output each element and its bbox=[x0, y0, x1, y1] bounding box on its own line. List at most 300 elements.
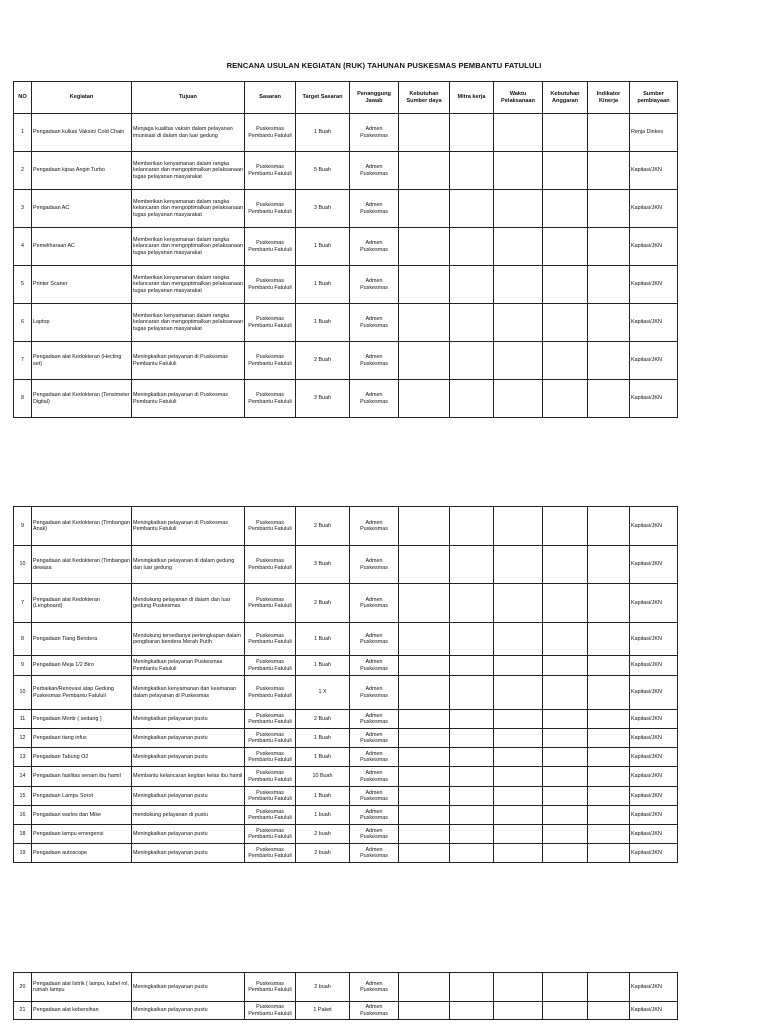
row-indikator-kinerja bbox=[588, 190, 630, 228]
row-kebutuhan-sumber-daya bbox=[399, 190, 450, 228]
row-penanggung-jawab: Admen Puskesmas bbox=[350, 710, 399, 729]
col-header-tujuan: Tujuan bbox=[132, 82, 245, 114]
table-row bbox=[14, 584, 678, 623]
table-header-row bbox=[14, 82, 678, 114]
row-penanggung-jawab: Admen Puskesmas bbox=[350, 190, 399, 228]
row-target: 1 buah bbox=[296, 806, 350, 825]
row-kebutuhan-anggaran bbox=[543, 546, 588, 584]
col-header-penanggung-jawab: Penanggung Jawab bbox=[350, 82, 399, 114]
row-tujuan: Meningkatkan pelayanan di dalam gedung dan luar gedung bbox=[132, 546, 245, 584]
row-penanggung-jawab: Admen Puskesmas bbox=[350, 546, 399, 584]
row-sasaran: Puskesmas Pembantu Fatululi bbox=[245, 656, 296, 676]
row-indikator-kinerja bbox=[588, 973, 630, 1002]
table-row bbox=[14, 507, 678, 546]
row-target: 2 Buah bbox=[296, 710, 350, 729]
row-penanggung-jawab: Admen Puskesmas bbox=[350, 656, 399, 676]
row-sasaran: Puskesmas Pembantu Fatululi bbox=[245, 787, 296, 806]
row-waktu-pelaksanaan bbox=[494, 623, 543, 656]
row-sumber-pembiayaan: Kapitasi/JKN bbox=[630, 1002, 678, 1020]
row-number: 8 bbox=[14, 380, 32, 418]
row-kebutuhan-anggaran bbox=[543, 380, 588, 418]
row-indikator-kinerja bbox=[588, 844, 630, 863]
row-kegiatan: Pengadaan alat kebersihan bbox=[32, 1002, 132, 1020]
row-sasaran: Puskesmas Pembantu Fatululi bbox=[245, 825, 296, 844]
table-row bbox=[14, 748, 678, 767]
row-waktu-pelaksanaan bbox=[494, 767, 543, 787]
row-number: 7 bbox=[14, 342, 32, 380]
row-number: 21 bbox=[14, 1002, 32, 1020]
col-header-target-sasaran: Target Sasaran bbox=[296, 82, 350, 114]
row-waktu-pelaksanaan bbox=[494, 787, 543, 806]
row-kegiatan: Pengadaan kulkas Vaksin/ Cold Chain bbox=[32, 114, 132, 152]
row-sumber-pembiayaan: Kapitasi/JKN bbox=[630, 380, 678, 418]
row-number: 9 bbox=[14, 656, 32, 676]
row-waktu-pelaksanaan bbox=[494, 676, 543, 710]
row-mitra-kerja bbox=[450, 342, 494, 380]
col-header-waktu-pelaksanaan: Waktu Pelaksanaan bbox=[494, 82, 543, 114]
row-kegiatan: Pengadaan alat Kedokteran (Timbangan Anak) bbox=[32, 507, 132, 546]
row-mitra-kerja bbox=[450, 844, 494, 863]
row-target: 1 Buah bbox=[296, 228, 350, 266]
row-waktu-pelaksanaan bbox=[494, 546, 543, 584]
row-sumber-pembiayaan: Kapitasi/JKN bbox=[630, 806, 678, 825]
row-sasaran: Puskesmas Pembantu Fatululi bbox=[245, 507, 296, 546]
row-sasaran: Puskesmas Pembantu Fatululi bbox=[245, 623, 296, 656]
row-tujuan: Mendukung pelayanan di dalam dan luar gedung Puskesmas bbox=[132, 584, 245, 623]
row-waktu-pelaksanaan bbox=[494, 114, 543, 152]
row-waktu-pelaksanaan bbox=[494, 729, 543, 748]
row-tujuan: Meningkatkan pelayanan di Puskesmas Pembantu Fatululi bbox=[132, 507, 245, 546]
row-tujuan: Memberikan kenyamanan dalam rangka kelancaran dan mengoptimalkan pelaksanaan tugas pelayanan masyarakat bbox=[132, 152, 245, 190]
row-waktu-pelaksanaan bbox=[494, 507, 543, 546]
col-header-no: NO bbox=[14, 82, 32, 114]
table-row bbox=[14, 114, 678, 152]
row-target: 1 Buah bbox=[296, 656, 350, 676]
row-number: 1 bbox=[14, 114, 32, 152]
row-kebutuhan-anggaran bbox=[543, 304, 588, 342]
table-row bbox=[14, 266, 678, 304]
row-penanggung-jawab: Admen Puskesmas bbox=[350, 844, 399, 863]
row-penanggung-jawab: Admen Puskesmas bbox=[350, 806, 399, 825]
row-kegiatan: Pengadaan alat Kedokteran (Hecting set) bbox=[32, 342, 132, 380]
row-tujuan: Mendukung tersedianya perlengkapan dalam pengibaran bendera Merah Putih bbox=[132, 623, 245, 656]
row-kebutuhan-anggaran bbox=[543, 1002, 588, 1020]
row-kegiatan: Pengadaan Meja 1/2 Biro bbox=[32, 656, 132, 676]
table-row bbox=[14, 380, 678, 418]
row-penanggung-jawab: Admen Puskesmas bbox=[350, 342, 399, 380]
row-target: 5 Buah bbox=[296, 152, 350, 190]
row-kebutuhan-sumber-daya bbox=[399, 228, 450, 266]
row-target: 1 Buah bbox=[296, 623, 350, 656]
row-target: 2 Buah bbox=[296, 584, 350, 623]
row-mitra-kerja bbox=[450, 380, 494, 418]
row-indikator-kinerja bbox=[588, 806, 630, 825]
row-sumber-pembiayaan: Kapitasi/JKN bbox=[630, 152, 678, 190]
row-kegiatan: Pengadaan Tiang Bendera bbox=[32, 623, 132, 656]
row-sumber-pembiayaan: Kapitasi/JKN bbox=[630, 710, 678, 729]
table-row bbox=[14, 767, 678, 787]
row-sumber-pembiayaan: Kapitasi/JKN bbox=[630, 228, 678, 266]
row-kebutuhan-sumber-daya bbox=[399, 304, 450, 342]
row-penanggung-jawab: Admen Puskesmas bbox=[350, 729, 399, 748]
row-target: 1 Buah bbox=[296, 787, 350, 806]
row-sumber-pembiayaan: Kapitasi/JKN bbox=[630, 825, 678, 844]
row-kebutuhan-anggaran bbox=[543, 729, 588, 748]
row-mitra-kerja bbox=[450, 767, 494, 787]
row-sasaran: Puskesmas Pembantu Fatululi bbox=[245, 152, 296, 190]
row-kegiatan: Pengadaan alat Kedokteran (Lengboard) bbox=[32, 584, 132, 623]
table-row bbox=[14, 1002, 678, 1020]
row-kegiatan: Pemeliharaan AC bbox=[32, 228, 132, 266]
row-number: 2 bbox=[14, 152, 32, 190]
row-indikator-kinerja bbox=[588, 676, 630, 710]
row-kebutuhan-anggaran bbox=[543, 806, 588, 825]
row-sasaran: Puskesmas Pembantu Fatululi bbox=[245, 114, 296, 152]
row-mitra-kerja bbox=[450, 266, 494, 304]
table-row bbox=[14, 710, 678, 729]
row-mitra-kerja bbox=[450, 584, 494, 623]
row-sumber-pembiayaan: Kapitasi/JKN bbox=[630, 844, 678, 863]
table-row bbox=[14, 190, 678, 228]
row-kebutuhan-anggaran bbox=[543, 676, 588, 710]
table-row bbox=[14, 973, 678, 1002]
row-kebutuhan-anggaran bbox=[543, 973, 588, 1002]
row-indikator-kinerja bbox=[588, 1002, 630, 1020]
row-kegiatan: Pengadaan kipas Angin Turbo bbox=[32, 152, 132, 190]
row-tujuan: Meningkatkan pelayanan di Puskesmas Pembantu Fatululi bbox=[132, 380, 245, 418]
row-sumber-pembiayaan: Kapitasi/JKN bbox=[630, 266, 678, 304]
row-waktu-pelaksanaan bbox=[494, 380, 543, 418]
row-kegiatan: Pengadaan tiang infus bbox=[32, 729, 132, 748]
row-indikator-kinerja bbox=[588, 114, 630, 152]
row-sumber-pembiayaan: Renja Dinkes bbox=[630, 114, 678, 152]
row-number: 12 bbox=[14, 729, 32, 748]
row-kebutuhan-sumber-daya bbox=[399, 973, 450, 1002]
row-sasaran: Puskesmas Pembantu Fatululi bbox=[245, 380, 296, 418]
row-sasaran: Puskesmas Pembantu Fatululi bbox=[245, 266, 296, 304]
row-waktu-pelaksanaan bbox=[494, 973, 543, 1002]
col-header-sumber-pembiayaan: Sumber pembiayaan bbox=[630, 82, 678, 114]
row-indikator-kinerja bbox=[588, 546, 630, 584]
row-sasaran: Puskesmas Pembantu Fatululi bbox=[245, 190, 296, 228]
row-kegiatan: Pengadaan AC bbox=[32, 190, 132, 228]
row-kebutuhan-sumber-daya bbox=[399, 623, 450, 656]
row-kebutuhan-sumber-daya bbox=[399, 710, 450, 729]
row-sasaran: Puskesmas Pembantu Fatululi bbox=[245, 676, 296, 710]
row-indikator-kinerja bbox=[588, 825, 630, 844]
row-sumber-pembiayaan: Kapitasi/JKN bbox=[630, 507, 678, 546]
row-kebutuhan-sumber-daya bbox=[399, 844, 450, 863]
ruk-table-part-3 bbox=[13, 972, 678, 1020]
row-sumber-pembiayaan: Kapitasi/JKN bbox=[630, 623, 678, 656]
col-header-indikator-kinerja: Indikator Kinerja bbox=[588, 82, 630, 114]
row-penanggung-jawab: Admen Puskesmas bbox=[350, 507, 399, 546]
row-number: 4 bbox=[14, 228, 32, 266]
col-header-kegiatan: Kegiatan bbox=[32, 82, 132, 114]
ruk-table-part-2 bbox=[13, 506, 678, 863]
row-tujuan: Meningkatkan pelayanan pustu bbox=[132, 729, 245, 748]
row-sumber-pembiayaan: Kapitasi/JKN bbox=[630, 656, 678, 676]
row-target: 1 Buah bbox=[296, 266, 350, 304]
row-kegiatan: Printer Scaner bbox=[32, 266, 132, 304]
table-row bbox=[14, 623, 678, 656]
row-mitra-kerja bbox=[450, 114, 494, 152]
table-row bbox=[14, 546, 678, 584]
row-number: 10 bbox=[14, 676, 32, 710]
row-sumber-pembiayaan: Kapitasi/JKN bbox=[630, 676, 678, 710]
row-sasaran: Puskesmas Pembantu Fatululi bbox=[245, 973, 296, 1002]
row-tujuan: Menjaga kualitas vaksin dalam pelayanan imunisasi di dalam dan luar gedung bbox=[132, 114, 245, 152]
table-row bbox=[14, 729, 678, 748]
row-mitra-kerja bbox=[450, 973, 494, 1002]
row-kebutuhan-anggaran bbox=[543, 656, 588, 676]
table-row bbox=[14, 806, 678, 825]
row-penanggung-jawab: Admen Puskesmas bbox=[350, 767, 399, 787]
row-target: 3 Buah bbox=[296, 380, 350, 418]
row-sumber-pembiayaan: Kapitasi/JKN bbox=[630, 767, 678, 787]
row-kebutuhan-anggaran bbox=[543, 748, 588, 767]
row-kebutuhan-sumber-daya bbox=[399, 729, 450, 748]
row-waktu-pelaksanaan bbox=[494, 228, 543, 266]
row-indikator-kinerja bbox=[588, 623, 630, 656]
row-number: 15 bbox=[14, 787, 32, 806]
row-kegiatan: Pengadaan Lampu Sorot bbox=[32, 787, 132, 806]
ruk-table-part-1 bbox=[13, 81, 678, 418]
row-target: 2 Buah bbox=[296, 342, 350, 380]
row-sumber-pembiayaan: Kapitasi/JKN bbox=[630, 342, 678, 380]
row-kebutuhan-anggaran bbox=[543, 710, 588, 729]
row-target: 2 buah bbox=[296, 973, 350, 1002]
row-penanggung-jawab: Admen Puskesmas bbox=[350, 380, 399, 418]
row-kebutuhan-anggaran bbox=[543, 787, 588, 806]
row-sumber-pembiayaan: Kapitasi/JKN bbox=[630, 304, 678, 342]
table-row bbox=[14, 152, 678, 190]
row-penanggung-jawab: Admen Puskesmas bbox=[350, 787, 399, 806]
row-kebutuhan-sumber-daya bbox=[399, 584, 450, 623]
row-penanggung-jawab: Admen Puskesmas bbox=[350, 228, 399, 266]
row-kebutuhan-sumber-daya bbox=[399, 114, 450, 152]
row-number: 5 bbox=[14, 266, 32, 304]
row-mitra-kerja bbox=[450, 656, 494, 676]
row-target: 2 buah bbox=[296, 844, 350, 863]
row-waktu-pelaksanaan bbox=[494, 190, 543, 228]
row-kebutuhan-sumber-daya bbox=[399, 546, 450, 584]
row-target: 1 Buah bbox=[296, 114, 350, 152]
row-tujuan: Meningkatkan pelayanan pustu bbox=[132, 825, 245, 844]
row-kegiatan: Perbaikan/Renovasi atap Gedung Puskesmas Pembantu Fatululi bbox=[32, 676, 132, 710]
row-indikator-kinerja bbox=[588, 507, 630, 546]
row-sasaran: Puskesmas Pembantu Fatululi bbox=[245, 304, 296, 342]
row-kebutuhan-anggaran bbox=[543, 228, 588, 266]
table-row bbox=[14, 304, 678, 342]
row-sasaran: Puskesmas Pembantu Fatululi bbox=[245, 1002, 296, 1020]
row-penanggung-jawab: Admen Puskesmas bbox=[350, 825, 399, 844]
row-kebutuhan-sumber-daya bbox=[399, 342, 450, 380]
row-kegiatan: Pengadaan lampu emergensi bbox=[32, 825, 132, 844]
row-penanggung-jawab: Admen Puskesmas bbox=[350, 152, 399, 190]
row-kegiatan: Pengadaan autoscope bbox=[32, 844, 132, 863]
row-sasaran: Puskesmas Pembantu Fatululi bbox=[245, 844, 296, 863]
row-waktu-pelaksanaan bbox=[494, 266, 543, 304]
row-number: 10 bbox=[14, 546, 32, 584]
row-indikator-kinerja bbox=[588, 266, 630, 304]
row-mitra-kerja bbox=[450, 1002, 494, 1020]
row-waktu-pelaksanaan bbox=[494, 656, 543, 676]
row-waktu-pelaksanaan bbox=[494, 152, 543, 190]
row-number: 7 bbox=[14, 584, 32, 623]
row-mitra-kerja bbox=[450, 806, 494, 825]
row-number: 19 bbox=[14, 844, 32, 863]
row-tujuan: Meningkatkan pelayanan pustu bbox=[132, 844, 245, 863]
row-kebutuhan-sumber-daya bbox=[399, 806, 450, 825]
row-kebutuhan-anggaran bbox=[543, 507, 588, 546]
row-tujuan: Memberikan kenyamanan dalam rangka kelancaran dan mengoptimalkan pelaksanaan tugas pelayanan masyarakat bbox=[132, 266, 245, 304]
row-mitra-kerja bbox=[450, 748, 494, 767]
col-header-kebutuhan-sumber-daya: Kebutuhan Sumber daya bbox=[399, 82, 450, 114]
row-tujuan: Memberikan kenyamanan dalam rangka kelancaran dan mengoptimalkan pelaksanaan tugas pelayanan masyarakat bbox=[132, 304, 245, 342]
row-kebutuhan-anggaran bbox=[543, 584, 588, 623]
row-kegiatan: Pengadaan fasilitas senam ibu hamil bbox=[32, 767, 132, 787]
row-indikator-kinerja bbox=[588, 228, 630, 266]
row-target: 2 Buah bbox=[296, 507, 350, 546]
row-sasaran: Puskesmas Pembantu Fatululi bbox=[245, 767, 296, 787]
row-sasaran: Puskesmas Pembantu Fatululi bbox=[245, 228, 296, 266]
row-tujuan: Memberikan kenyamanan dalam rangka kelancaran dan mengoptimalkan pelaksanaan tugas pelayanan masyarakat bbox=[132, 228, 245, 266]
table-row bbox=[14, 656, 678, 676]
row-sumber-pembiayaan: Kapitasi/JKN bbox=[630, 584, 678, 623]
row-sasaran: Puskesmas Pembantu Fatululi bbox=[245, 806, 296, 825]
row-mitra-kerja bbox=[450, 228, 494, 266]
row-mitra-kerja bbox=[450, 546, 494, 584]
row-tujuan: Membantu kelancaran kegitan kelas ibu hamil bbox=[132, 767, 245, 787]
row-waktu-pelaksanaan bbox=[494, 584, 543, 623]
row-number: 6 bbox=[14, 304, 32, 342]
table-row bbox=[14, 676, 678, 710]
table-row bbox=[14, 787, 678, 806]
row-waktu-pelaksanaan bbox=[494, 825, 543, 844]
row-kegiatan: Pengadaan alat listrik ( lampu, kabel rol, rumah lampu bbox=[32, 973, 132, 1002]
row-sasaran: Puskesmas Pembantu Fatululi bbox=[245, 546, 296, 584]
row-sumber-pembiayaan: Kapitasi/JKN bbox=[630, 748, 678, 767]
row-sasaran: Puskesmas Pembantu Fatululi bbox=[245, 729, 296, 748]
row-penanggung-jawab: Admen Puskesmas bbox=[350, 266, 399, 304]
row-sasaran: Puskesmas Pembantu Fatululi bbox=[245, 748, 296, 767]
row-penanggung-jawab: Admen Puskesmas bbox=[350, 1002, 399, 1020]
row-tujuan: Meningkatkan pelayanan pustu bbox=[132, 973, 245, 1002]
row-indikator-kinerja bbox=[588, 584, 630, 623]
row-sasaran: Puskesmas Pembantu Fatululi bbox=[245, 342, 296, 380]
row-tujuan: Meningkatkan pelayanan Puskesmas Pembantu Fatululi bbox=[132, 656, 245, 676]
row-target: 2 buah bbox=[296, 825, 350, 844]
row-number: 16 bbox=[14, 806, 32, 825]
row-waktu-pelaksanaan bbox=[494, 304, 543, 342]
row-sumber-pembiayaan: Kapitasi/JKN bbox=[630, 973, 678, 1002]
row-target: 10 Buah bbox=[296, 767, 350, 787]
row-kebutuhan-sumber-daya bbox=[399, 787, 450, 806]
row-kebutuhan-anggaran bbox=[543, 767, 588, 787]
row-waktu-pelaksanaan bbox=[494, 806, 543, 825]
row-sumber-pembiayaan: Kapitasi/JKN bbox=[630, 729, 678, 748]
row-kebutuhan-anggaran bbox=[543, 266, 588, 304]
row-tujuan: mendukung pelayanan di pustu bbox=[132, 806, 245, 825]
row-sumber-pembiayaan: Kapitasi/JKN bbox=[630, 546, 678, 584]
row-mitra-kerja bbox=[450, 676, 494, 710]
row-kebutuhan-sumber-daya bbox=[399, 1002, 450, 1020]
row-indikator-kinerja bbox=[588, 748, 630, 767]
row-kebutuhan-anggaran bbox=[543, 342, 588, 380]
row-waktu-pelaksanaan bbox=[494, 1002, 543, 1020]
row-mitra-kerja bbox=[450, 190, 494, 228]
row-waktu-pelaksanaan bbox=[494, 748, 543, 767]
row-tujuan: Meningkatkan pelayanan pustu bbox=[132, 787, 245, 806]
row-penanggung-jawab: Admen Puskesmas bbox=[350, 676, 399, 710]
row-number: 14 bbox=[14, 767, 32, 787]
col-header-kebutuhan-anggaran: Kebutuhan Anggaran bbox=[543, 82, 588, 114]
row-target: 1 Buah bbox=[296, 729, 350, 748]
row-sumber-pembiayaan: Kapitasi/JKN bbox=[630, 190, 678, 228]
row-indikator-kinerja bbox=[588, 342, 630, 380]
document-title: RENCANA USULAN KEGIATAN (RUK) TAHUNAN PUSKESMAS PEMBANTU FATULULI bbox=[226, 61, 542, 70]
row-kebutuhan-sumber-daya bbox=[399, 825, 450, 844]
row-mitra-kerja bbox=[450, 729, 494, 748]
row-indikator-kinerja bbox=[588, 710, 630, 729]
row-number: 9 bbox=[14, 507, 32, 546]
row-kebutuhan-sumber-daya bbox=[399, 676, 450, 710]
row-waktu-pelaksanaan bbox=[494, 710, 543, 729]
row-penanggung-jawab: Admen Puskesmas bbox=[350, 973, 399, 1002]
row-mitra-kerja bbox=[450, 787, 494, 806]
row-mitra-kerja bbox=[450, 507, 494, 546]
row-target: 1 X bbox=[296, 676, 350, 710]
row-number: 8 bbox=[14, 623, 32, 656]
row-kegiatan: Pengadaan alat Kedokteran (Tensimeter Digital) bbox=[32, 380, 132, 418]
row-penanggung-jawab: Admen Puskesmas bbox=[350, 114, 399, 152]
row-kebutuhan-anggaran bbox=[543, 152, 588, 190]
row-number: 20 bbox=[14, 973, 32, 1002]
row-penanggung-jawab: Admen Puskesmas bbox=[350, 623, 399, 656]
row-indikator-kinerja bbox=[588, 152, 630, 190]
row-kegiatan: Pengadaan alat Kedokteran (Timbangan dewasa bbox=[32, 546, 132, 584]
row-kegiatan: Pengadaan warles dan Mike bbox=[32, 806, 132, 825]
row-kebutuhan-anggaran bbox=[543, 623, 588, 656]
row-target: 1 Buah bbox=[296, 748, 350, 767]
row-kebutuhan-anggaran bbox=[543, 825, 588, 844]
row-target: 3 Buah bbox=[296, 546, 350, 584]
table-row bbox=[14, 825, 678, 844]
row-tujuan: Meningkatkan pelayanan di Puskesmas Pembantu Fatululi bbox=[132, 342, 245, 380]
row-mitra-kerja bbox=[450, 152, 494, 190]
row-penanggung-jawab: Admen Puskesmas bbox=[350, 304, 399, 342]
row-kebutuhan-sumber-daya bbox=[399, 767, 450, 787]
row-target: 3 Buah bbox=[296, 190, 350, 228]
table-row bbox=[14, 844, 678, 863]
row-kebutuhan-sumber-daya bbox=[399, 380, 450, 418]
row-indikator-kinerja bbox=[588, 656, 630, 676]
row-kebutuhan-sumber-daya bbox=[399, 266, 450, 304]
row-kebutuhan-sumber-daya bbox=[399, 656, 450, 676]
row-kebutuhan-anggaran bbox=[543, 114, 588, 152]
col-header-sasaran: Sasaran bbox=[245, 82, 296, 114]
row-number: 13 bbox=[14, 748, 32, 767]
row-mitra-kerja bbox=[450, 825, 494, 844]
col-header-mitra-kerja: Mitra kerja bbox=[450, 82, 494, 114]
row-kegiatan: Pengadaan Tabung O2 bbox=[32, 748, 132, 767]
row-tujuan: Meningkatkan pelayanan pustu bbox=[132, 710, 245, 729]
row-mitra-kerja bbox=[450, 710, 494, 729]
row-waktu-pelaksanaan bbox=[494, 844, 543, 863]
row-penanggung-jawab: Admen Puskesmas bbox=[350, 584, 399, 623]
row-kebutuhan-sumber-daya bbox=[399, 748, 450, 767]
